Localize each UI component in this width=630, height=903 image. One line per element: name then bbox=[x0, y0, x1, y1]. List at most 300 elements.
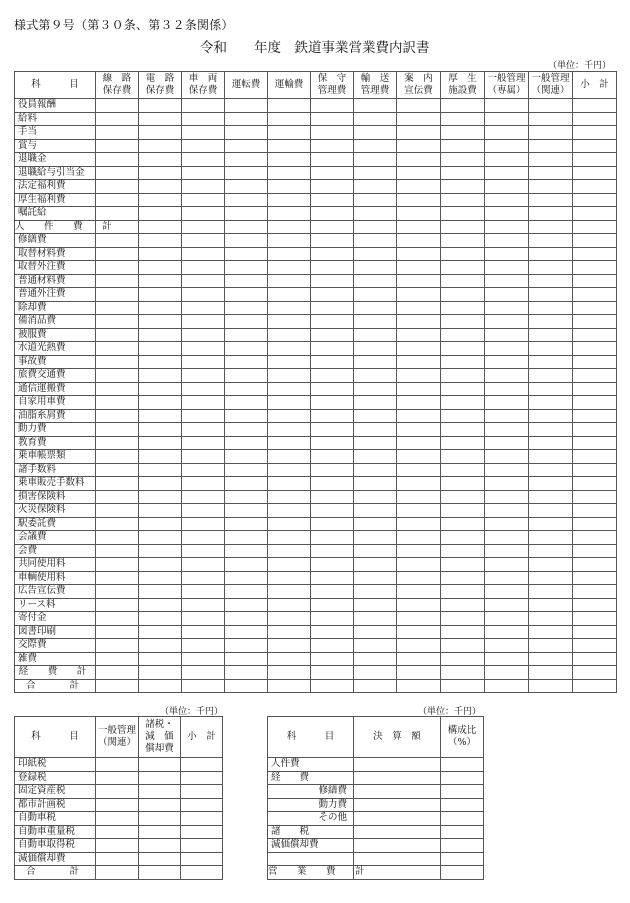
value-cell[interactable] bbox=[139, 369, 182, 383]
value-cell[interactable] bbox=[573, 531, 617, 545]
value-cell[interactable] bbox=[268, 139, 311, 153]
value-cell[interactable] bbox=[354, 517, 397, 531]
value-cell[interactable] bbox=[485, 450, 529, 464]
value-cell[interactable] bbox=[529, 625, 573, 639]
value-cell[interactable] bbox=[182, 328, 225, 342]
value-cell[interactable] bbox=[441, 517, 485, 531]
value-cell[interactable] bbox=[485, 180, 529, 194]
value-cell[interactable] bbox=[225, 490, 268, 504]
value-cell[interactable] bbox=[354, 355, 397, 369]
value-cell[interactable] bbox=[397, 639, 441, 653]
value-cell[interactable] bbox=[441, 355, 485, 369]
value-cell[interactable] bbox=[354, 450, 397, 464]
value-cell[interactable] bbox=[182, 477, 225, 491]
value-cell[interactable] bbox=[181, 771, 223, 785]
value-cell[interactable] bbox=[96, 369, 139, 383]
value-cell[interactable] bbox=[225, 598, 268, 612]
value-cell[interactable] bbox=[354, 382, 397, 396]
value-cell[interactable] bbox=[268, 112, 311, 126]
value-cell[interactable] bbox=[268, 261, 311, 275]
value-cell[interactable] bbox=[354, 679, 397, 693]
value-cell[interactable] bbox=[397, 436, 441, 450]
value-cell[interactable] bbox=[441, 812, 484, 826]
value-cell[interactable] bbox=[96, 598, 139, 612]
value-cell[interactable] bbox=[311, 180, 354, 194]
value-cell[interactable] bbox=[182, 382, 225, 396]
value-cell[interactable] bbox=[268, 639, 311, 653]
value-cell[interactable] bbox=[485, 112, 529, 126]
value-cell[interactable] bbox=[573, 490, 617, 504]
value-cell[interactable] bbox=[441, 666, 485, 680]
value-cell[interactable] bbox=[397, 301, 441, 315]
value-cell[interactable] bbox=[139, 355, 182, 369]
value-cell[interactable] bbox=[96, 301, 139, 315]
value-cell[interactable] bbox=[311, 247, 354, 261]
value-cell[interactable] bbox=[397, 112, 441, 126]
value-cell[interactable] bbox=[573, 652, 617, 666]
value-cell[interactable] bbox=[529, 436, 573, 450]
value-cell[interactable] bbox=[441, 612, 485, 626]
value-cell[interactable] bbox=[225, 504, 268, 518]
value-cell[interactable] bbox=[96, 396, 139, 410]
value-cell[interactable] bbox=[96, 180, 139, 194]
value-cell[interactable] bbox=[397, 247, 441, 261]
value-cell[interactable] bbox=[573, 288, 617, 302]
value-cell[interactable] bbox=[573, 342, 617, 356]
value-cell[interactable] bbox=[441, 785, 484, 799]
value-cell[interactable] bbox=[181, 866, 223, 880]
value-cell[interactable] bbox=[139, 153, 182, 167]
value-cell[interactable] bbox=[573, 301, 617, 315]
value-cell[interactable] bbox=[485, 220, 529, 234]
value-cell[interactable] bbox=[354, 301, 397, 315]
value-cell[interactable] bbox=[96, 355, 139, 369]
value-cell[interactable] bbox=[354, 531, 397, 545]
value-cell[interactable] bbox=[96, 866, 139, 880]
value-cell[interactable] bbox=[397, 369, 441, 383]
value-cell[interactable] bbox=[529, 234, 573, 248]
value-cell[interactable] bbox=[354, 612, 397, 626]
value-cell[interactable] bbox=[268, 396, 311, 410]
value-cell[interactable] bbox=[485, 207, 529, 221]
value-cell[interactable] bbox=[441, 139, 485, 153]
value-cell[interactable] bbox=[529, 639, 573, 653]
value-cell[interactable] bbox=[311, 652, 354, 666]
value-cell[interactable] bbox=[225, 585, 268, 599]
value-cell[interactable] bbox=[181, 785, 223, 799]
value-cell[interactable] bbox=[311, 274, 354, 288]
value-cell[interactable] bbox=[573, 612, 617, 626]
value-cell[interactable] bbox=[225, 234, 268, 248]
value-cell[interactable] bbox=[181, 812, 223, 826]
value-cell[interactable] bbox=[139, 382, 182, 396]
value-cell[interactable] bbox=[311, 531, 354, 545]
value-cell[interactable] bbox=[485, 234, 529, 248]
value-cell[interactable] bbox=[441, 436, 485, 450]
value-cell[interactable] bbox=[485, 328, 529, 342]
value-cell[interactable] bbox=[441, 409, 485, 423]
value-cell[interactable] bbox=[354, 558, 397, 572]
value-cell[interactable] bbox=[485, 490, 529, 504]
value-cell[interactable] bbox=[529, 112, 573, 126]
value-cell[interactable] bbox=[268, 490, 311, 504]
value-cell[interactable] bbox=[139, 112, 182, 126]
value-cell[interactable] bbox=[397, 666, 441, 680]
value-cell[interactable] bbox=[182, 598, 225, 612]
value-cell[interactable] bbox=[225, 153, 268, 167]
value-cell[interactable] bbox=[441, 463, 485, 477]
value-cell[interactable] bbox=[96, 234, 139, 248]
value-cell[interactable] bbox=[354, 825, 441, 839]
value-cell[interactable] bbox=[96, 639, 139, 653]
value-cell[interactable] bbox=[182, 571, 225, 585]
value-cell[interactable] bbox=[182, 558, 225, 572]
value-cell[interactable] bbox=[139, 301, 182, 315]
value-cell[interactable] bbox=[529, 220, 573, 234]
value-cell[interactable] bbox=[354, 571, 397, 585]
value-cell[interactable] bbox=[225, 328, 268, 342]
value-cell[interactable] bbox=[529, 531, 573, 545]
value-cell[interactable] bbox=[96, 571, 139, 585]
value-cell[interactable] bbox=[397, 463, 441, 477]
value-cell[interactable] bbox=[485, 423, 529, 437]
value-cell[interactable] bbox=[397, 585, 441, 599]
value-cell[interactable] bbox=[354, 112, 397, 126]
value-cell[interactable] bbox=[311, 585, 354, 599]
value-cell[interactable] bbox=[311, 409, 354, 423]
value-cell[interactable] bbox=[485, 436, 529, 450]
value-cell[interactable] bbox=[397, 99, 441, 113]
value-cell[interactable] bbox=[397, 598, 441, 612]
value-cell[interactable] bbox=[225, 342, 268, 356]
value-cell[interactable] bbox=[96, 798, 139, 812]
value-cell[interactable] bbox=[96, 544, 139, 558]
value-cell[interactable] bbox=[311, 288, 354, 302]
value-cell[interactable] bbox=[529, 571, 573, 585]
value-cell[interactable] bbox=[139, 247, 182, 261]
value-cell[interactable] bbox=[354, 153, 397, 167]
value-cell[interactable] bbox=[354, 463, 397, 477]
value-cell[interactable] bbox=[441, 798, 484, 812]
value-cell[interactable] bbox=[139, 666, 182, 680]
value-cell[interactable] bbox=[225, 517, 268, 531]
value-cell[interactable] bbox=[354, 139, 397, 153]
value-cell[interactable] bbox=[354, 812, 441, 826]
value-cell[interactable] bbox=[573, 477, 617, 491]
value-cell[interactable] bbox=[225, 679, 268, 693]
value-cell[interactable] bbox=[441, 866, 484, 880]
value-cell[interactable] bbox=[182, 625, 225, 639]
value-cell[interactable] bbox=[573, 369, 617, 383]
value-cell[interactable] bbox=[441, 99, 485, 113]
value-cell[interactable] bbox=[354, 247, 397, 261]
value-cell[interactable] bbox=[139, 463, 182, 477]
value-cell[interactable] bbox=[96, 758, 139, 772]
value-cell[interactable] bbox=[485, 666, 529, 680]
value-cell[interactable] bbox=[311, 126, 354, 140]
value-cell[interactable] bbox=[485, 612, 529, 626]
value-cell[interactable] bbox=[485, 571, 529, 585]
value-cell[interactable] bbox=[441, 247, 485, 261]
value-cell[interactable] bbox=[182, 288, 225, 302]
value-cell[interactable] bbox=[225, 288, 268, 302]
value-cell[interactable] bbox=[354, 504, 397, 518]
value-cell[interactable] bbox=[485, 598, 529, 612]
value-cell[interactable] bbox=[96, 423, 139, 437]
value-cell[interactable] bbox=[354, 758, 441, 772]
value-cell[interactable] bbox=[96, 139, 139, 153]
value-cell[interactable] bbox=[96, 666, 139, 680]
value-cell[interactable] bbox=[268, 504, 311, 518]
value-cell[interactable] bbox=[441, 571, 485, 585]
value-cell[interactable] bbox=[96, 652, 139, 666]
value-cell[interactable] bbox=[354, 166, 397, 180]
value-cell[interactable] bbox=[573, 409, 617, 423]
value-cell[interactable] bbox=[182, 193, 225, 207]
value-cell[interactable] bbox=[225, 544, 268, 558]
value-cell[interactable] bbox=[354, 477, 397, 491]
value-cell[interactable] bbox=[96, 852, 139, 866]
value-cell[interactable] bbox=[311, 342, 354, 356]
value-cell[interactable] bbox=[268, 450, 311, 464]
value-cell[interactable] bbox=[397, 504, 441, 518]
value-cell[interactable] bbox=[354, 652, 397, 666]
value-cell[interactable] bbox=[139, 812, 181, 826]
value-cell[interactable] bbox=[139, 139, 182, 153]
value-cell[interactable] bbox=[529, 328, 573, 342]
value-cell[interactable] bbox=[139, 771, 181, 785]
value-cell[interactable] bbox=[354, 798, 441, 812]
value-cell[interactable] bbox=[268, 382, 311, 396]
value-cell[interactable] bbox=[182, 369, 225, 383]
value-cell[interactable] bbox=[441, 193, 485, 207]
value-cell[interactable] bbox=[397, 558, 441, 572]
value-cell[interactable] bbox=[485, 531, 529, 545]
value-cell[interactable] bbox=[139, 852, 181, 866]
value-cell[interactable] bbox=[529, 423, 573, 437]
value-cell[interactable] bbox=[354, 409, 397, 423]
value-cell[interactable] bbox=[354, 396, 397, 410]
value-cell[interactable] bbox=[441, 504, 485, 518]
value-cell[interactable] bbox=[139, 166, 182, 180]
value-cell[interactable] bbox=[573, 220, 617, 234]
value-cell[interactable] bbox=[485, 193, 529, 207]
value-cell[interactable] bbox=[268, 666, 311, 680]
value-cell[interactable] bbox=[268, 220, 311, 234]
value-cell[interactable] bbox=[96, 207, 139, 221]
value-cell[interactable] bbox=[311, 625, 354, 639]
value-cell[interactable] bbox=[573, 99, 617, 113]
value-cell[interactable] bbox=[311, 490, 354, 504]
value-cell[interactable] bbox=[182, 409, 225, 423]
value-cell[interactable] bbox=[139, 839, 181, 853]
value-cell[interactable] bbox=[397, 625, 441, 639]
value-cell[interactable] bbox=[529, 153, 573, 167]
value-cell[interactable] bbox=[182, 652, 225, 666]
value-cell[interactable] bbox=[354, 423, 397, 437]
value-cell[interactable] bbox=[354, 274, 397, 288]
value-cell[interactable] bbox=[225, 639, 268, 653]
value-cell[interactable] bbox=[441, 315, 485, 329]
value-cell[interactable] bbox=[268, 355, 311, 369]
value-cell[interactable] bbox=[354, 220, 397, 234]
value-cell[interactable] bbox=[139, 261, 182, 275]
value-cell[interactable] bbox=[182, 315, 225, 329]
value-cell[interactable] bbox=[485, 369, 529, 383]
value-cell[interactable] bbox=[529, 342, 573, 356]
value-cell[interactable] bbox=[529, 166, 573, 180]
value-cell[interactable] bbox=[268, 409, 311, 423]
value-cell[interactable] bbox=[354, 193, 397, 207]
value-cell[interactable] bbox=[354, 436, 397, 450]
value-cell[interactable] bbox=[96, 315, 139, 329]
value-cell[interactable] bbox=[268, 423, 311, 437]
value-cell[interactable] bbox=[397, 477, 441, 491]
value-cell[interactable] bbox=[441, 450, 485, 464]
value-cell[interactable] bbox=[139, 531, 182, 545]
value-cell[interactable] bbox=[182, 639, 225, 653]
value-cell[interactable] bbox=[573, 274, 617, 288]
value-cell[interactable] bbox=[139, 315, 182, 329]
value-cell[interactable] bbox=[354, 639, 397, 653]
value-cell[interactable] bbox=[354, 771, 441, 785]
value-cell[interactable] bbox=[485, 288, 529, 302]
value-cell[interactable] bbox=[441, 369, 485, 383]
value-cell[interactable] bbox=[573, 423, 617, 437]
value-cell[interactable] bbox=[182, 342, 225, 356]
value-cell[interactable] bbox=[139, 207, 182, 221]
value-cell[interactable] bbox=[96, 679, 139, 693]
value-cell[interactable] bbox=[311, 450, 354, 464]
value-cell[interactable] bbox=[485, 301, 529, 315]
value-cell[interactable] bbox=[573, 315, 617, 329]
value-cell[interactable] bbox=[268, 625, 311, 639]
value-cell[interactable] bbox=[268, 166, 311, 180]
value-cell[interactable] bbox=[311, 220, 354, 234]
value-cell[interactable] bbox=[397, 382, 441, 396]
value-cell[interactable] bbox=[311, 99, 354, 113]
value-cell[interactable] bbox=[529, 585, 573, 599]
value-cell[interactable] bbox=[354, 288, 397, 302]
value-cell[interactable] bbox=[268, 153, 311, 167]
value-cell[interactable] bbox=[354, 315, 397, 329]
value-cell[interactable] bbox=[182, 490, 225, 504]
value-cell[interactable] bbox=[397, 288, 441, 302]
value-cell[interactable] bbox=[225, 625, 268, 639]
value-cell[interactable] bbox=[311, 355, 354, 369]
value-cell[interactable] bbox=[96, 247, 139, 261]
value-cell[interactable] bbox=[96, 625, 139, 639]
value-cell[interactable] bbox=[573, 598, 617, 612]
value-cell[interactable] bbox=[139, 544, 182, 558]
value-cell[interactable] bbox=[268, 571, 311, 585]
value-cell[interactable] bbox=[268, 180, 311, 194]
value-cell[interactable] bbox=[485, 558, 529, 572]
value-cell[interactable] bbox=[311, 315, 354, 329]
value-cell[interactable] bbox=[96, 771, 139, 785]
value-cell[interactable] bbox=[225, 126, 268, 140]
value-cell[interactable] bbox=[573, 126, 617, 140]
value-cell[interactable] bbox=[139, 396, 182, 410]
value-cell[interactable] bbox=[225, 409, 268, 423]
value-cell[interactable] bbox=[529, 558, 573, 572]
value-cell[interactable] bbox=[311, 598, 354, 612]
value-cell[interactable] bbox=[573, 679, 617, 693]
value-cell[interactable] bbox=[182, 504, 225, 518]
value-cell[interactable] bbox=[311, 666, 354, 680]
value-cell[interactable] bbox=[573, 193, 617, 207]
value-cell[interactable] bbox=[397, 571, 441, 585]
value-cell[interactable] bbox=[311, 436, 354, 450]
value-cell[interactable] bbox=[182, 450, 225, 464]
value-cell[interactable] bbox=[397, 315, 441, 329]
value-cell[interactable] bbox=[225, 99, 268, 113]
value-cell[interactable] bbox=[573, 166, 617, 180]
value-cell[interactable] bbox=[573, 558, 617, 572]
value-cell[interactable] bbox=[441, 180, 485, 194]
value-cell[interactable] bbox=[529, 612, 573, 626]
value-cell[interactable] bbox=[311, 328, 354, 342]
value-cell[interactable] bbox=[225, 315, 268, 329]
value-cell[interactable] bbox=[268, 531, 311, 545]
value-cell[interactable] bbox=[96, 261, 139, 275]
value-cell[interactable] bbox=[485, 261, 529, 275]
value-cell[interactable] bbox=[354, 342, 397, 356]
value-cell[interactable] bbox=[139, 504, 182, 518]
value-cell[interactable] bbox=[225, 531, 268, 545]
value-cell[interactable] bbox=[139, 423, 182, 437]
value-cell[interactable] bbox=[139, 180, 182, 194]
value-cell[interactable] bbox=[397, 612, 441, 626]
value-cell[interactable] bbox=[96, 504, 139, 518]
value-cell[interactable] bbox=[139, 328, 182, 342]
value-cell[interactable] bbox=[441, 490, 485, 504]
value-cell[interactable] bbox=[529, 180, 573, 194]
value-cell[interactable] bbox=[139, 342, 182, 356]
value-cell[interactable] bbox=[441, 477, 485, 491]
value-cell[interactable] bbox=[268, 517, 311, 531]
value-cell[interactable] bbox=[485, 463, 529, 477]
value-cell[interactable] bbox=[139, 825, 181, 839]
value-cell[interactable] bbox=[182, 463, 225, 477]
value-cell[interactable] bbox=[268, 369, 311, 383]
value-cell[interactable] bbox=[354, 598, 397, 612]
value-cell[interactable] bbox=[268, 477, 311, 491]
value-cell[interactable] bbox=[139, 798, 181, 812]
value-cell[interactable] bbox=[573, 625, 617, 639]
value-cell[interactable] bbox=[96, 477, 139, 491]
value-cell[interactable] bbox=[311, 234, 354, 248]
value-cell[interactable] bbox=[311, 517, 354, 531]
value-cell[interactable] bbox=[573, 247, 617, 261]
value-cell[interactable] bbox=[485, 679, 529, 693]
value-cell[interactable] bbox=[311, 261, 354, 275]
value-cell[interactable] bbox=[311, 207, 354, 221]
value-cell[interactable] bbox=[139, 234, 182, 248]
value-cell[interactable] bbox=[225, 247, 268, 261]
value-cell[interactable] bbox=[397, 126, 441, 140]
value-cell[interactable] bbox=[96, 558, 139, 572]
value-cell[interactable] bbox=[268, 679, 311, 693]
value-cell[interactable] bbox=[96, 463, 139, 477]
value-cell[interactable] bbox=[529, 139, 573, 153]
value-cell[interactable] bbox=[268, 652, 311, 666]
value-cell[interactable] bbox=[441, 558, 485, 572]
value-cell[interactable] bbox=[397, 153, 441, 167]
value-cell[interactable] bbox=[573, 139, 617, 153]
value-cell[interactable] bbox=[485, 396, 529, 410]
value-cell[interactable] bbox=[485, 153, 529, 167]
